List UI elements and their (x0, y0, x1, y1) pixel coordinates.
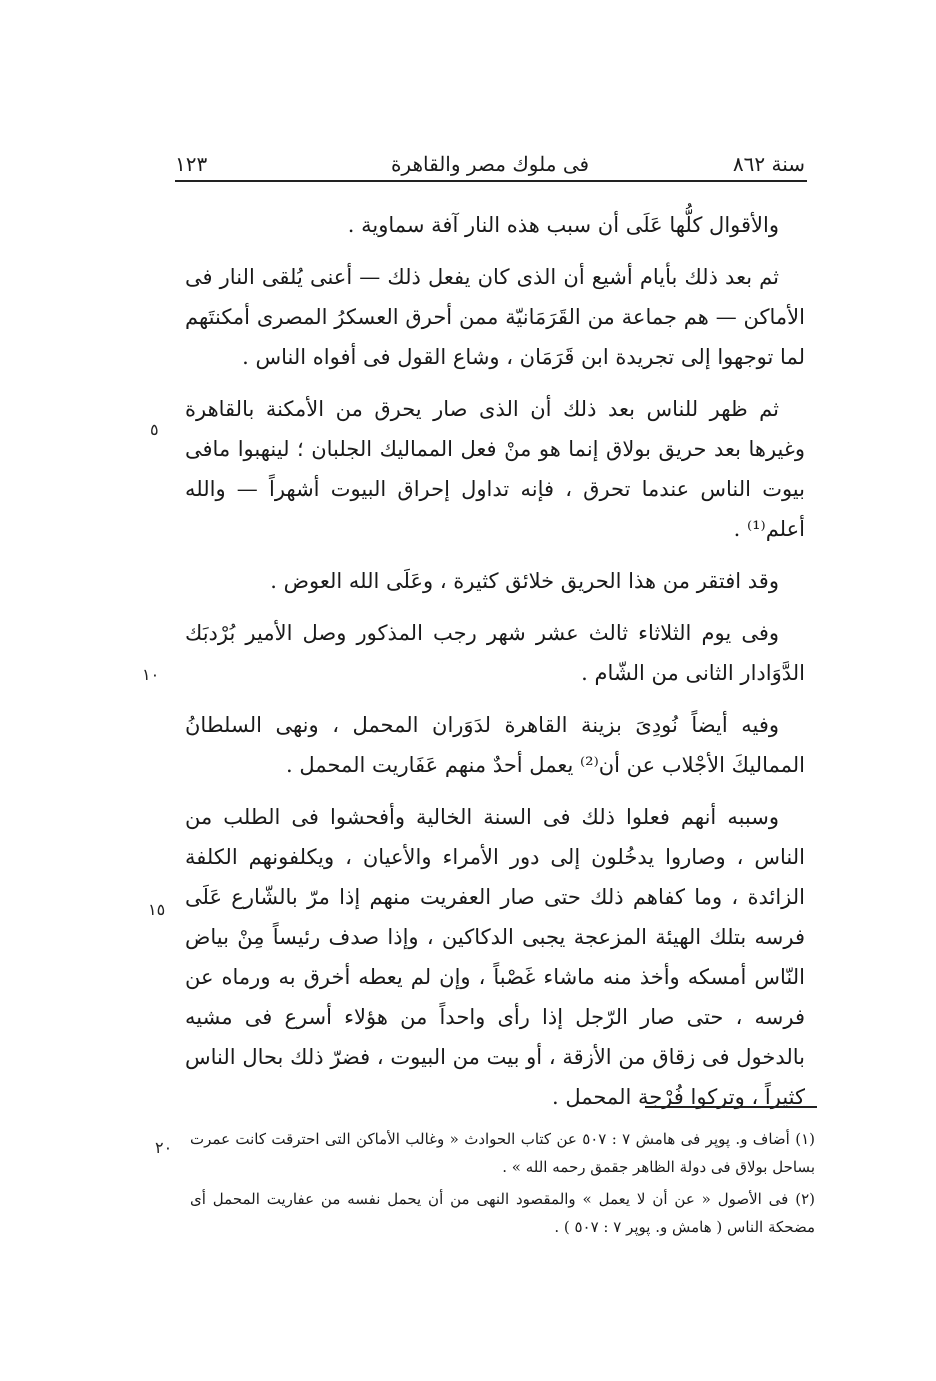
line-number-marker: ١٠ (142, 665, 160, 684)
paragraph: والأقوال كلُّها عَلَى أن سبب هذه النار آفة سماوية . (347, 213, 779, 237)
footnote: (١) أضاف و. پوپر فى هامش ٧ : ٥٠٧ عن كتاب الحوادث « وغالب الأماكن التى احترقت كانت عمرت بساحل بولاق فى دولة الظاهر جقمق رحمه الله » . (190, 1130, 815, 1176)
paragraph: ثم بعد ذلك بأيام أشيع أن الذى كان يفعل ذلك — أعنى يُلقى النار فى الأماكن — هم جماعة من القَرَمَانيّة ممن أحرق العسكرُ المصرى أمكنتَهم لما توجهوا إلى تجريدة ابن قَرَمَان ، وشاع القول فى أفواه الناس . (185, 265, 805, 369)
page-number: ١٢٣ (175, 152, 208, 176)
paragraph: ثم ظهر للناس بعد ذلك أن الذى صار يحرق من الأمكنة بالقاهرة وغيرها بعد حريق بولاق إنما هو منْ فعل المماليك الجلبان ؛ لينهبوا مافى بيوت الناس عندما تحرق ، فإنه تداول إحراق البيوت أشهراً — والله أعلم⁽¹⁾ . (185, 397, 805, 541)
line-number-marker: ٢٠ (155, 1138, 173, 1157)
paragraph: وفيه أيضاً نُودِىَ بزينة القاهرة لدَوَران المحمل ، ونهى السلطانُ المماليكَ الأجْلاب عن أن⁽²⁾ يعمل أحدٌ منهم عَفَاريت المحمل . (185, 713, 805, 777)
paragraph: وقد افتقر من هذا الحريق خلائق كثيرة ، وعَلَى الله العوض . (270, 569, 779, 593)
header-year: سنة ٨٦٢ (732, 152, 805, 176)
main-text (185, 205, 805, 1129)
header-rule (175, 180, 807, 182)
paragraph: وفى يوم الثلاثاء ثالث عشر شهر رجب المذكور وصل الأمير بُرْدبَك الدَّوَادار الثانى من الشّام . (185, 621, 805, 685)
paragraph: وسببه أنهم فعلوا ذلك فى السنة الخالية وأفحشوا فى الطلب من الناس ، وصاروا يدخُلون إلى دور الأمراء والأعيان ، ويكلفونهم الكلفة الزائدة ، وما كفاهم ذلك حتى صار العفريت منهم إذا مرّ بالشّارع عَلَى فرسه بتلك الهيئة المزعجة يجبى الدكاكين ، وإذا صدف رئيساً مِنْ بياض النّاس أمسكه وأخذ منه ماشاء غَصْباً ، وإن لم يعطه أخرق به ورماه عن فرسه ، حتى صار الرّجل إذا رأى واحداً من هؤلاء أسرع فى مشيه بالدخول فى زقاق من الأزقة ، أو بيت من البيوت ، فضرّ ذلك بحال الناس كثيراً ، وتركوا فُرْجة المحمل . (185, 805, 805, 1109)
line-number-marker: ٥ (150, 420, 159, 439)
header-title: فى ملوك مصر والقاهرة (390, 152, 590, 176)
footnote: (٢) فى الأصول « عن أن لا يعمل » والمقصود النهى من أن يحمل نفسه من عفاريت المحمل أى مضحكة الناس ( هامش و. پوپر ٧ : ٥٠٧ ) . (190, 1190, 815, 1236)
footnotes (190, 1125, 815, 1245)
line-number-marker: ١٥ (148, 900, 166, 919)
page-header (175, 150, 805, 178)
footnote-rule (645, 1106, 817, 1108)
